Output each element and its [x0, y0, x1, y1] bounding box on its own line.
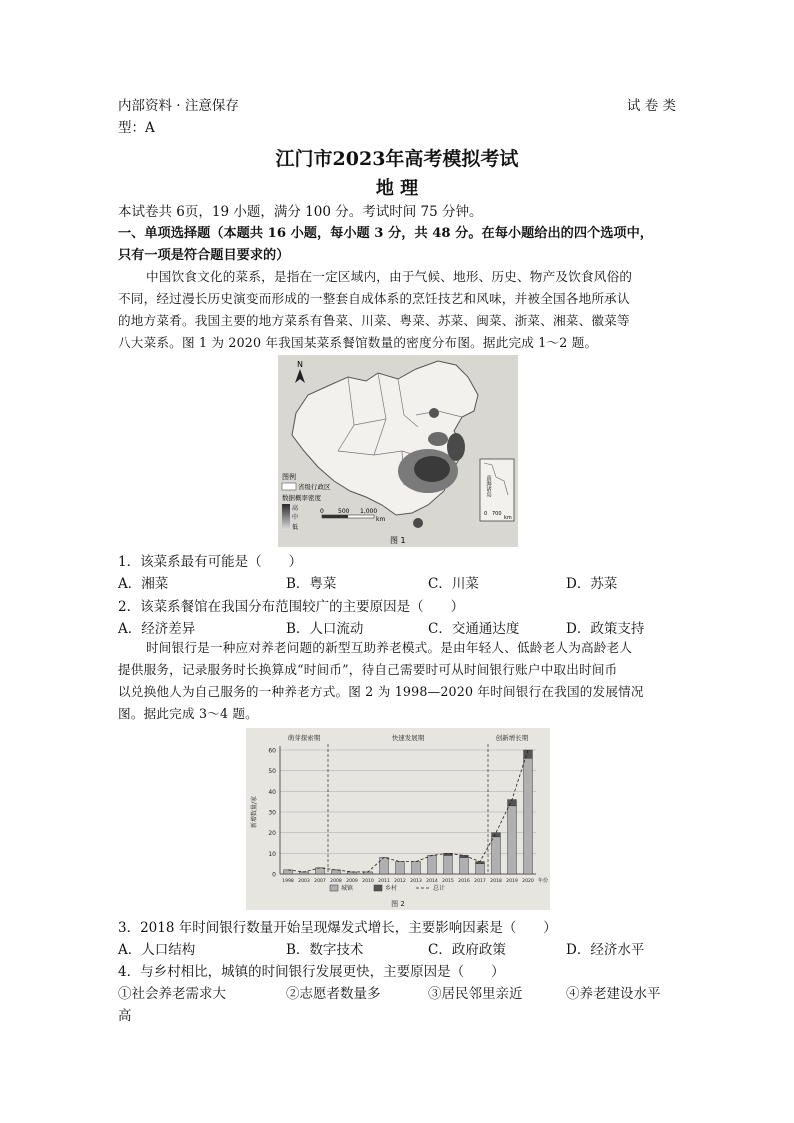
passage2-line3: 以兑换他人为自己服务的一种养老方式。图 2 为 1998—2020 年时间银行在我国的发展情况: [118, 684, 644, 699]
density-high-area: [414, 456, 450, 482]
q3-option-a[interactable]: A．人口结构: [118, 942, 196, 958]
bar-urban: [492, 837, 501, 874]
x-tick-label: 2014: [426, 879, 438, 884]
q3-stem: 3．2018 年时间银行数量开始呈现爆发式增长，主要影响因素是（ ）: [118, 920, 557, 936]
y-tick-label: 50: [268, 768, 276, 776]
x-axis-label: 年份: [538, 878, 549, 884]
bar-urban: [428, 855, 437, 874]
q2-option-c[interactable]: C．交通通达度: [428, 621, 520, 637]
q1-option-c[interactable]: C．川菜: [428, 576, 479, 592]
legend-urban-swatch: [330, 885, 338, 891]
x-tick-label: 2019: [506, 879, 518, 884]
q4-option-1[interactable]: ①社会养老需求大: [118, 986, 226, 1002]
passage2-line2: 提供服务，记录服务时长换算成“时间币”，待自己需要时可从时间银行账户中取出时间币: [118, 662, 618, 677]
figure2-caption: 图 2: [391, 900, 405, 908]
passage2-line1: 时间银行是一种应对养老问题的新型互助养老模式。是由年轻人、低龄老人为高龄老人: [146, 640, 633, 655]
bar-urban: [476, 864, 485, 874]
x-tick-label: 2011: [378, 879, 390, 884]
legend-rural-label: 乡村: [385, 885, 398, 892]
bar-urban: [396, 862, 405, 874]
scale-500: 500: [338, 508, 350, 515]
scale-1000: 1,000: [360, 508, 378, 515]
x-tick-label: 2016: [458, 879, 470, 884]
density-coastal-area: [447, 433, 465, 461]
q4-option-2[interactable]: ②志愿者数量多: [286, 986, 381, 1002]
inset-scale-unit: km: [504, 515, 512, 521]
legend-high: 高: [292, 505, 299, 512]
section-heading: 一、单项选择题（本题共 16 小题，每小题 3 分，共 48 分。在每小题给出的四个选项中，: [118, 226, 653, 241]
bar-rural: [492, 833, 501, 837]
q2-option-b[interactable]: B．人口流动: [286, 621, 364, 637]
phase-label: 创新增长期: [495, 734, 529, 742]
q4-option-4[interactable]: ④养老建设水平: [566, 986, 661, 1002]
x-tick-label: 2013: [410, 879, 422, 884]
y-tick-label: 10: [268, 850, 276, 858]
legend-urban-label: 城镇: [341, 885, 354, 892]
q1-option-a[interactable]: A．湘菜: [118, 576, 169, 592]
bar-rural: [508, 800, 517, 806]
exam-title: 江门市2023年高考模拟考试: [275, 148, 519, 170]
hainan-spot: [413, 518, 423, 528]
q1-option-b[interactable]: B．粤菜: [286, 576, 337, 592]
legend-boundary-swatch: [282, 483, 296, 490]
passage1-line1: 中国饮食文化的菜系，是指在一定区域内，由于气候、地形、历史、物产及饮食风俗的: [146, 269, 633, 284]
density-map-svg: [278, 355, 518, 547]
x-tick-label: 2010: [362, 879, 374, 884]
bar-urban: [524, 758, 533, 874]
q4-stem: 4．与乡村相比，城镇的时间银行发展更快，主要原因是（ ）: [118, 964, 505, 980]
paper-type-value: 型：A: [118, 120, 155, 136]
y-tick-label: 0: [272, 871, 276, 879]
q4-option-4-cont: 高: [118, 1008, 132, 1024]
q1-stem: 1．该菜系最有可能是（ ）: [118, 554, 303, 570]
x-tick-label: 2009: [346, 879, 358, 884]
bar-urban: [444, 855, 453, 874]
x-tick-label: 2017: [474, 879, 486, 884]
figure1-map: [278, 355, 518, 547]
q3-option-d[interactable]: D．经济水平: [566, 942, 645, 958]
legend-density-label: 数据概率密度: [282, 494, 321, 502]
passage2-line4: 图。据此完成 3～4 题。: [118, 706, 258, 721]
bar-urban: [508, 806, 517, 874]
inset-scale-700: 700: [492, 511, 502, 517]
passage1-line3: 的地方菜肴。我国主要的地方菜系有鲁菜、川菜、粤菜、苏菜、闽菜、浙菜、湘菜、徽菜等: [118, 313, 630, 328]
q3-option-c[interactable]: C．政府政策: [428, 942, 506, 958]
y-tick-label: 30: [268, 809, 276, 817]
x-tick-label: 2020: [522, 879, 534, 884]
bar-urban: [316, 868, 325, 874]
confidential-note: 内部资料 · 注意保存: [118, 98, 239, 114]
phase-label: 萌芽探索期: [287, 734, 321, 742]
legend-mid: 中: [292, 514, 299, 521]
scale-unit: km: [376, 516, 386, 523]
q4-option-3[interactable]: ③居民邻里亲近: [428, 986, 523, 1002]
x-tick-label: 2003: [298, 879, 310, 884]
y-tick-label: 20: [268, 830, 276, 838]
bar-urban: [348, 872, 357, 874]
bar-urban: [380, 857, 389, 874]
bar-urban: [460, 857, 469, 874]
passage1-line2: 不同，经过漫长历史演变而形成的一整套自成体系的烹饪技艺和风味，并被全国各地所承认: [118, 291, 630, 306]
x-tick-label: 1998: [282, 879, 294, 884]
q1-option-d[interactable]: D．苏菜: [566, 576, 618, 592]
q2-option-d[interactable]: D．政策支持: [566, 621, 645, 637]
scale-bar-fill: [322, 515, 348, 518]
q3-option-b[interactable]: B．数字技术: [286, 942, 364, 958]
y-axis-label: 新增数量/家: [251, 795, 258, 829]
q2-option-a[interactable]: A．经济差异: [118, 621, 196, 637]
phase-label: 快速发展期: [391, 734, 425, 742]
bar-urban: [284, 870, 293, 874]
scale-0: 0: [320, 508, 324, 515]
bar-urban: [412, 862, 421, 874]
legend-density-ramp: [282, 504, 290, 530]
time-bank-chart-svg: [246, 728, 550, 910]
density-spot: [429, 408, 439, 418]
y-tick-label: 40: [268, 788, 276, 796]
paper-type-label: 试 卷 类: [626, 98, 676, 114]
legend-total-label: 总计: [433, 885, 446, 892]
section-heading-cont: 只有一项是符合题目要求的）: [118, 248, 290, 263]
x-tick-label: 2008: [330, 879, 342, 884]
q2-stem: 2．该菜系餐馆在我国分布范围较广的主要原因是（ ）: [118, 599, 465, 615]
inset-label: 南海诸岛: [485, 475, 491, 497]
passage1-line4: 八大菜系。图 1 为 2020 年我国某菜系餐馆数量的密度分布图。据此完成 1～2 题。: [118, 335, 598, 350]
legend-boundary-label: 省级行政区: [298, 483, 331, 491]
legend-title: 图例: [282, 473, 296, 481]
x-tick-label: 2018: [490, 879, 502, 884]
x-tick-label: 2012: [394, 879, 406, 884]
y-tick-label: 60: [268, 747, 276, 755]
x-tick-label: 2015: [442, 879, 454, 884]
legend-rural-swatch: [374, 885, 382, 891]
figure2-chart: [246, 728, 550, 910]
inset-scale-0: 0: [484, 511, 488, 517]
x-tick-label: 2007: [314, 879, 326, 884]
north-label: N: [297, 360, 303, 369]
exam-intro: 本试卷共 6页，19 小题，满分 100 分。考试时间 75 分钟。: [118, 204, 483, 220]
density-north-area: [428, 432, 448, 446]
figure1-caption: 图 1: [390, 536, 406, 545]
legend-low: 低: [292, 524, 299, 531]
subject-title: 地 理: [375, 178, 419, 199]
